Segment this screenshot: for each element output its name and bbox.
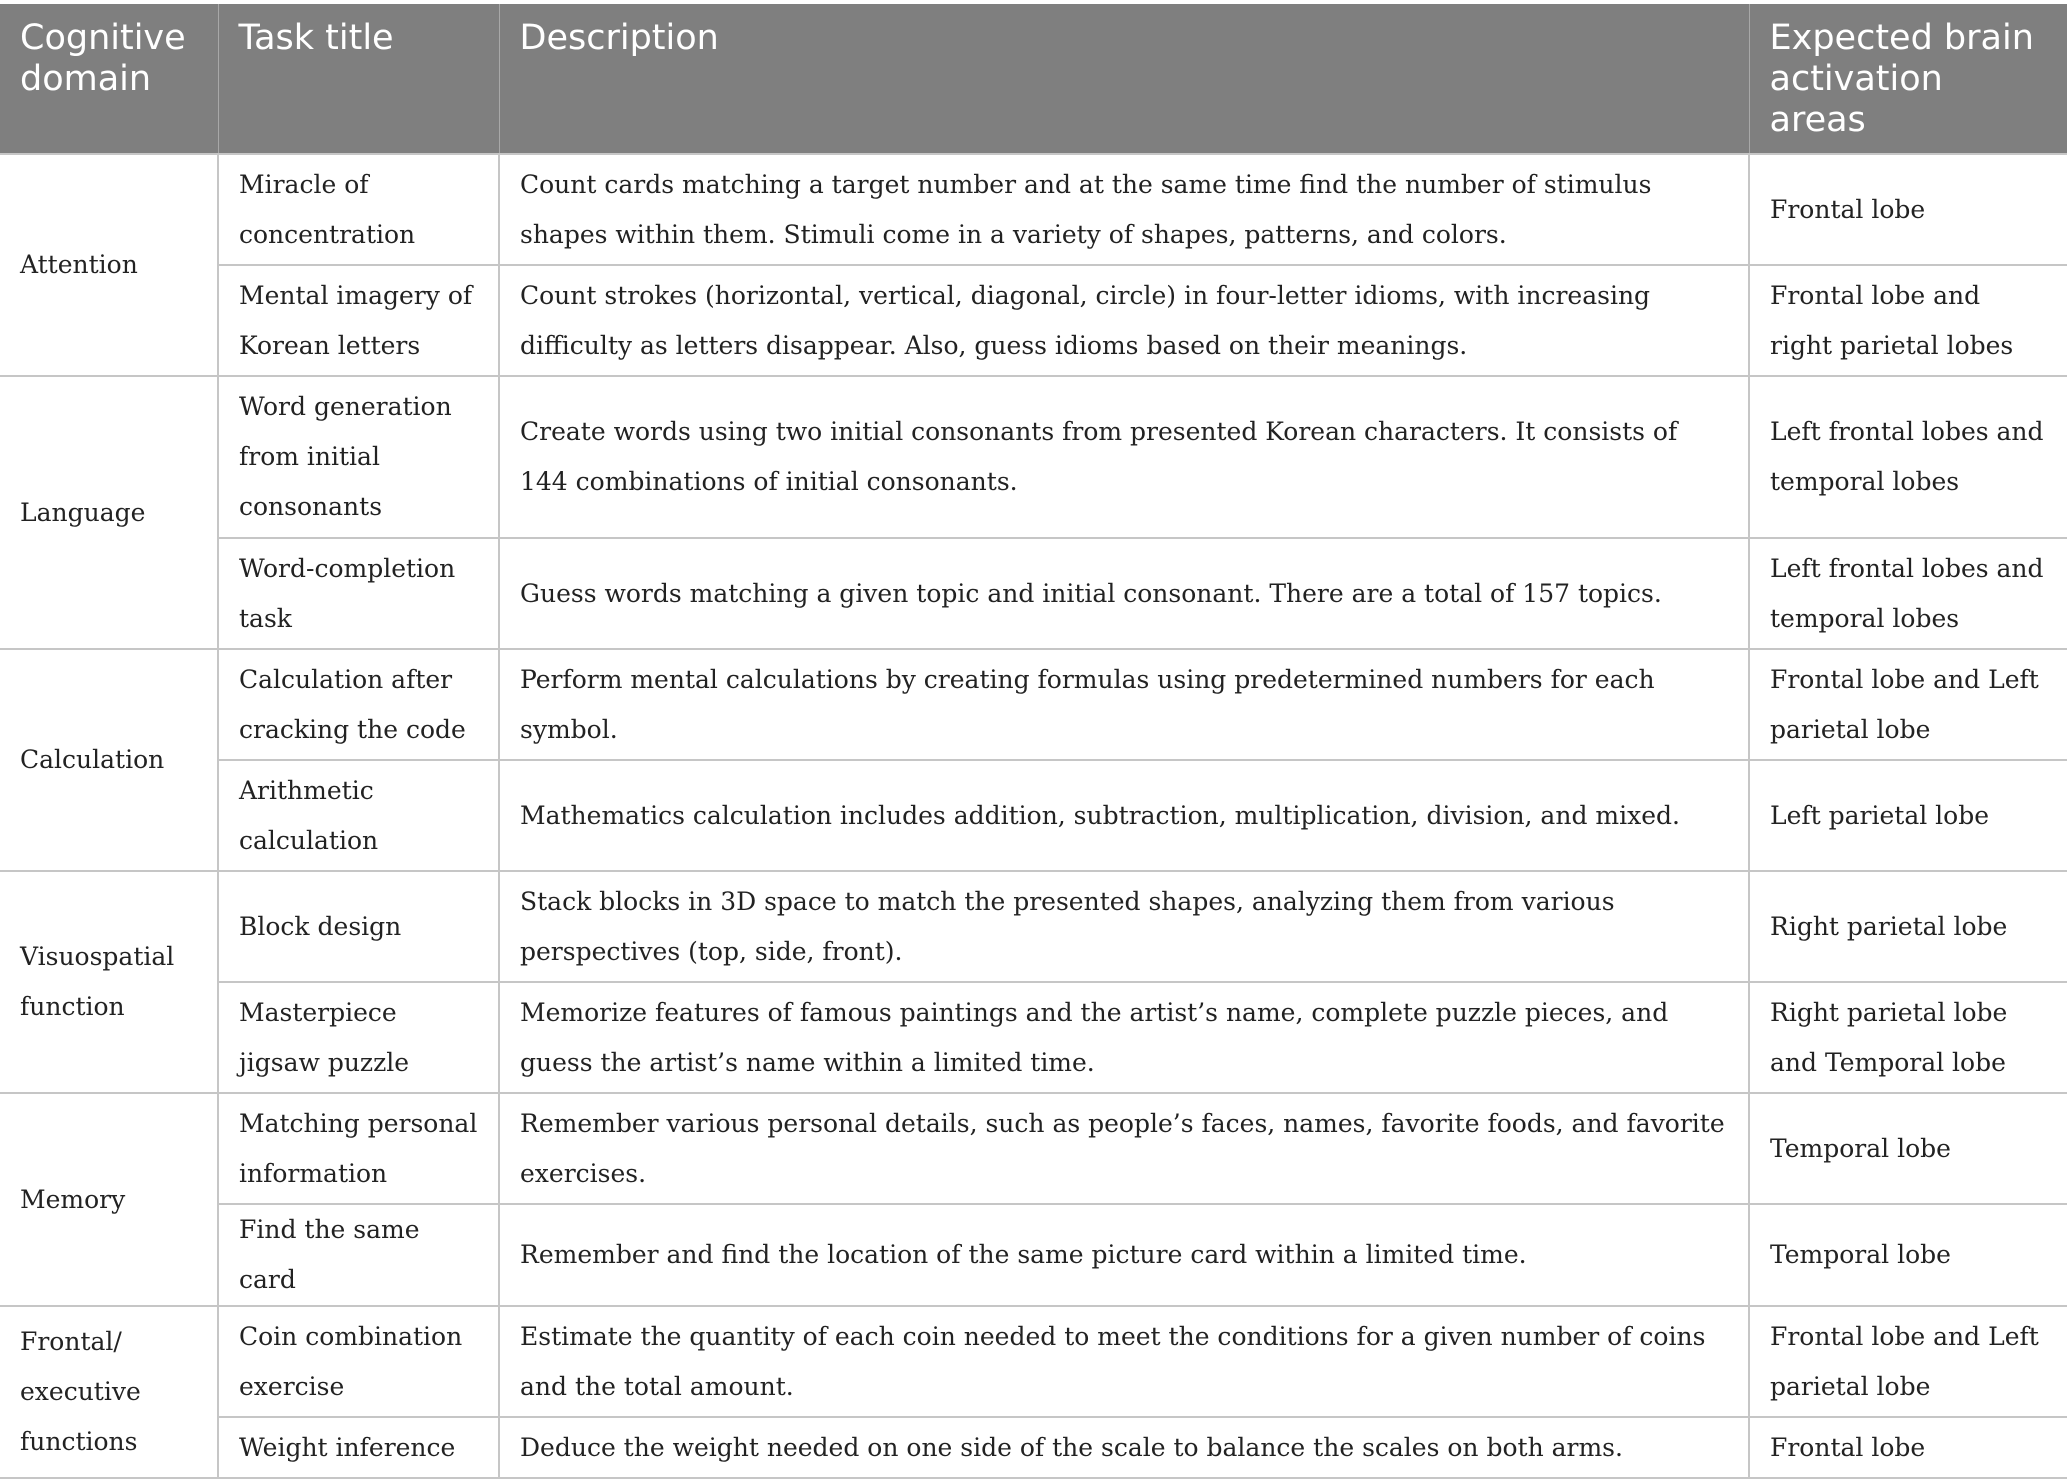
domain-cell: Attention	[0, 154, 218, 376]
table-row	[0, 1306, 2067, 1417]
description-cell: Guess words matching a given topic and initial consonant. There are a total of 157 topics.	[499, 538, 1749, 649]
domain-cell: Memory	[0, 1093, 218, 1306]
cognitive-tasks-table	[0, 4, 2067, 1479]
table-row	[0, 649, 2067, 760]
description-cell: Create words using two initial consonants from presented Korean characters. It consists of 144 combinations of initial consonants.	[499, 376, 1749, 538]
table-row	[0, 154, 2067, 265]
table-row	[0, 1093, 2067, 1204]
task-title-cell: Arithmetic calculation	[218, 760, 499, 871]
task-title-cell: Calculation after cracking the code	[218, 649, 499, 760]
brain-areas-cell: Temporal lobe	[1749, 1204, 2067, 1306]
task-title-cell: Weight inference	[218, 1417, 499, 1478]
task-title-cell: Word-completion task	[218, 538, 499, 649]
task-title-cell: Find the same card	[218, 1204, 499, 1306]
domain-cell: Language	[0, 376, 218, 649]
table-row	[0, 1204, 2067, 1306]
brain-areas-cell: Frontal lobe and Left parietal lobe	[1749, 649, 2067, 760]
header-row	[0, 4, 2067, 154]
table-row	[0, 982, 2067, 1093]
brain-areas-cell: Left parietal lobe	[1749, 760, 2067, 871]
domain-cell: Visuospatial function	[0, 871, 218, 1093]
brain-areas-cell: Right parietal lobe and Temporal lobe	[1749, 982, 2067, 1093]
task-title-cell: Masterpiece jigsaw puzzle	[218, 982, 499, 1093]
brain-areas-cell: Temporal lobe	[1749, 1093, 2067, 1204]
description-cell: Count strokes (horizontal, vertical, diagonal, circle) in four-letter idioms, with increasing difficulty as letters disappear. Also, guess idioms based on their meanings.	[499, 265, 1749, 376]
description-cell: Estimate the quantity of each coin needed to meet the conditions for a given number of coins and the total amount.	[499, 1306, 1749, 1417]
table-row	[0, 265, 2067, 376]
description-cell: Memorize features of famous paintings and the artist’s name, complete puzzle pieces, and guess the artist’s name within a limited time.	[499, 982, 1749, 1093]
brain-areas-cell: Left frontal lobes and temporal lobes	[1749, 538, 2067, 649]
description-cell: Count cards matching a target number and at the same time find the number of stimulus shapes within them. Stimuli come in a variety of shapes, patterns, and colors.	[499, 154, 1749, 265]
domain-cell: Calculation	[0, 649, 218, 871]
brain-areas-cell: Frontal lobe and Left parietal lobe	[1749, 1306, 2067, 1417]
brain-areas-cell: Right parietal lobe	[1749, 871, 2067, 982]
description-cell: Deduce the weight needed on one side of the scale to balance the scales on both arms.	[499, 1417, 1749, 1478]
header-brain-areas: Expected brain activation areas	[1749, 4, 2067, 154]
table-row	[0, 538, 2067, 649]
task-title-cell: Mental imagery of Korean letters	[218, 265, 499, 376]
table-row	[0, 871, 2067, 982]
domain-cell: Frontal/ executive functions	[0, 1306, 218, 1478]
description-cell: Stack blocks in 3D space to match the presented shapes, analyzing them from various perspectives (top, side, front).	[499, 871, 1749, 982]
header-description: Description	[499, 4, 1749, 154]
description-cell: Remember various personal details, such as people’s faces, names, favorite foods, and favorite exercises.	[499, 1093, 1749, 1204]
header-task-title: Task title	[218, 4, 499, 154]
brain-areas-cell: Left frontal lobes and temporal lobes	[1749, 376, 2067, 538]
description-cell: Perform mental calculations by creating formulas using predetermined numbers for each symbol.	[499, 649, 1749, 760]
description-cell: Remember and find the location of the same picture card within a limited time.	[499, 1204, 1749, 1306]
brain-areas-cell: Frontal lobe and right parietal lobes	[1749, 265, 2067, 376]
table-row	[0, 376, 2067, 538]
task-title-cell: Word generation from initial consonants	[218, 376, 499, 538]
brain-areas-cell: Frontal lobe	[1749, 154, 2067, 265]
task-title-cell: Matching personal information	[218, 1093, 499, 1204]
table-row	[0, 1417, 2067, 1478]
brain-areas-cell: Frontal lobe	[1749, 1417, 2067, 1478]
table-row	[0, 760, 2067, 871]
task-title-cell: Miracle of concentration	[218, 154, 499, 265]
description-cell: Mathematics calculation includes addition, subtraction, multiplication, division, and mixed.	[499, 760, 1749, 871]
task-title-cell: Block design	[218, 871, 499, 982]
header-cognitive-domain: Cognitive domain	[0, 4, 218, 154]
task-title-cell: Coin combination exercise	[218, 1306, 499, 1417]
